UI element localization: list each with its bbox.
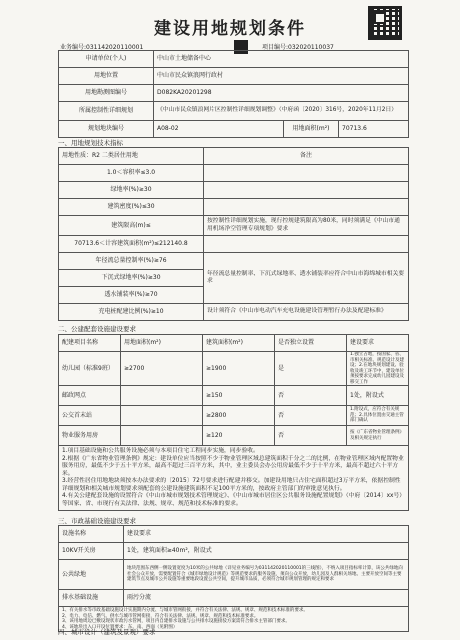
infrastructure-table <box>58 525 409 632</box>
indicator-table <box>58 147 409 321</box>
applicant-label: 申请单位(个人) <box>59 51 154 68</box>
survey-map-label: 用地勘测图编号 <box>59 85 154 102</box>
facility-header: 配建项目名称 <box>59 335 121 352</box>
business-number: 业务编号:031142020110001 <box>60 44 144 51</box>
charging-note: 设计须符合《中山市电动汽车充电设施建设管理暂行办法及配建标准》 <box>204 304 409 321</box>
height-note: 按控制性详细规划实施，现行控规建筑限高为80米，同时须满足《中山市通用机场净空管理专项规划》要求 <box>204 216 409 236</box>
remarks-header: 备注 <box>204 148 409 165</box>
basic-info-table <box>58 50 409 138</box>
project-number: 项目编号:032020110037 <box>262 44 334 51</box>
facility-notes: 1.项目基础设施和公共服务设施必须与本项目住宅工程同步实施，同步验收。 2.根据《广东省物业管理条例》规定：建设单位应当按照不少于物业管理区域总建筑面积千分之二的比例，在物业管理区域内配置物业服务用房，最低不少于五十平方米，最高不超过三百平方米，其中，业主委员会办公用房最低不少于十平方米，最高不超过六十平方米。 3.经营性居住用地地块须按本办法要求的〔2015〕72号要求进行配建并移交。加建设用地只占住宅面积超过3万平方米，依据控制性详细规划和相关城市规划要求须配套的公建设施建筑面积不足100平方米的，按政府主管部门的审批意见执行。 4.有关公建配套设施的设置符合《中山市城市规划技术管理规定》、《中山市城市居住区公共服务设施配置规划》（中府〔2014〕xx号）等国家、省、市现行有关法律、法规、规章、规范和技术标准的要求。 <box>59 446 409 511</box>
area-label: 用地面积(m²) <box>284 121 339 138</box>
qr-code-icon <box>368 6 402 40</box>
location-value: 中山市民众镇浪网行政村 <box>154 68 409 85</box>
area-value: 70713.6 <box>339 121 409 138</box>
indicator-row: 下沉式绿地率(%)≥30 <box>59 270 204 287</box>
facility-header: 建筑面积(m²) <box>203 335 275 352</box>
plan-label: 所属控制性详细规划 <box>59 102 154 121</box>
section-2-title: 二、公建配套设施建设要求 <box>58 325 136 333</box>
section-3-title: 三、市政基础设施建设要求 <box>58 517 136 525</box>
table-row: 邮政网点 ≥150 否 1处，附设式 <box>59 386 409 406</box>
infra-header: 设施名称 <box>59 526 124 543</box>
plan-value: 《中山市民众镇浪网片区控制性详细规划调整》（中府函〔2020〕316号，2020年11月2日） <box>154 102 409 121</box>
indicator-row: 1.0＜容积率≤3.0 <box>59 165 204 182</box>
infrastructure-notes: 1、有关排水等市政基础设施设计实施期内分流、与城市管网衔接，并符合有关法律、法规、规章、规范和技术标准的要求。 2、电力、电信、燃气、供水与城市管网衔接，符合有关法律、法规、规章、规范和技术标准要求。 3、该用地周边已敷设现状市政污水管网，项目内自建排水设施与公共排水设施接驳方案需符合排水主管部门要求。 4、该地块出入口开设位置要求：东、南、西面（见附图） <box>59 607 409 632</box>
section-1-title: 一、用地规划技术指标 <box>58 139 123 147</box>
location-label: 用地位置 <box>59 68 154 85</box>
table-row: 10KV开关房 1处，建筑面积≥40m²，附设式 <box>59 543 409 560</box>
facility-header: 用地面积(m²) <box>121 335 203 352</box>
survey-map-value: D082KA20201298 <box>154 85 409 102</box>
table-row: 物业服务用房 ≥120 否 按《广东省物业管理条例》及相关规定执行 <box>59 426 409 446</box>
indicator-row: 充电桩配建比例(%)≥10 <box>59 304 204 321</box>
plot-number-value: A08-02 <box>154 121 284 138</box>
facility-header: 是否独立设置 <box>275 335 347 352</box>
facility-table <box>58 334 409 511</box>
indicator-row: 透水铺装率(%)≥70 <box>59 287 204 304</box>
document-title: 建设用地规划条件 <box>154 19 306 39</box>
table-row: 公共绿地 地块范围东西侧一侧设置宽度为10米的公共绿地（详见业务编号为031142020110001的三线图），不纳入项目指标率计算，该公共绿地向社会公众开放，需要配置符合《城市绿地设计规范》等规范要求的服务设施，须向公众开放，幼儿园及人群相关场地、主要开放空间等主要建筑节点及城市公共设施等重要地段设置公共空间，提升城市品质，必须符合城市规划管理的规定和要求 <box>59 560 409 590</box>
table-row: 幼儿园（标准9班） ≥2700 ≥1900 是 1.独立占地，按国家、省、市相关标准、规范设计及建设；2.在地块规划建设、验收及竣工环节中，建设单位须按要求完成幼儿园建设及移交工作 <box>59 352 409 386</box>
land-use-header: 用地性质：R2 二类居住用地 <box>59 148 204 165</box>
infra-header: 建设要求 <box>124 526 409 543</box>
facility-header: 建设要求 <box>347 335 409 352</box>
indicator-row: 年径流总量控制率(%)≥76 <box>59 253 204 270</box>
indicator-row: 建筑密度(%)≤30 <box>59 199 204 216</box>
table-row: 排水基础设施 雨污分流 <box>59 590 409 607</box>
applicant-value: 中山市土地储备中心 <box>154 51 409 68</box>
plot-number-label: 规划地块编号 <box>59 121 154 138</box>
indicator-row: 绿地率(%)≥30 <box>59 182 204 199</box>
section-4-title: 四、城市设计（建筑及景观）要求 <box>58 628 156 636</box>
table-row: 公交首末站 ≥2800 否 1.附设式，应符合有关规范；2.具体位置由交通主管部门确认 <box>59 406 409 426</box>
sponge-note: 年径流总量控制率、下沉式绿地率、透水铺装率应符合中山市海绵城市相关要求 <box>204 253 409 304</box>
indicator-row: 70713.6＜计容建筑面积(m²)≤212140.8 <box>59 236 204 253</box>
indicator-row: 建筑限高(m)≤ <box>59 216 204 236</box>
